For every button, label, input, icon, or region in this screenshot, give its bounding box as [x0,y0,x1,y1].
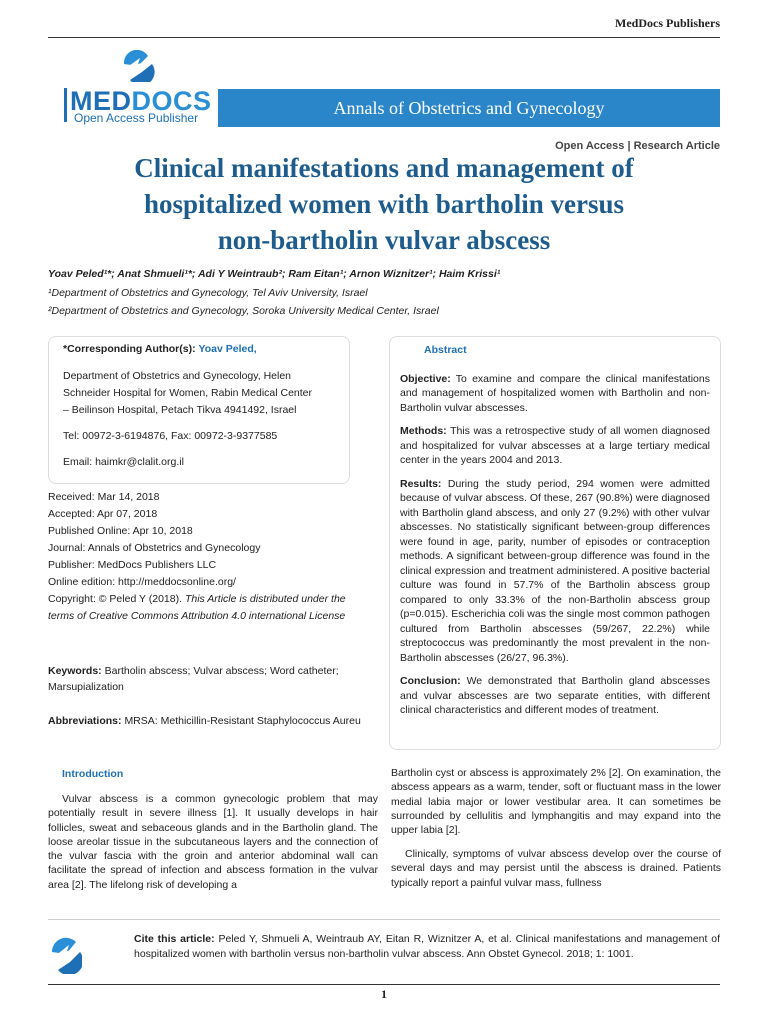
published-date: Published Online: Apr 10, 2018 [48,525,193,537]
publisher-line: Publisher: MedDocs Publishers LLC [48,559,217,571]
corresponding-heading [63,341,339,358]
abstract-objective [400,372,710,416]
abstract-heading: Abstract [424,344,467,356]
journal-name-band: Annals of Obstetrics and Gynecology [218,89,720,127]
accepted-date: Accepted: Apr 07, 2018 [48,508,158,520]
article-title [60,150,708,258]
results-text: During the study period, 294 women were admitted because of vulvar abscess. Of these, 267 (90.8%) were diagnosed with Bartholin gland abscess, and only 27 (9.2%) with other vulvar abscesses. No statistically significant between-group differences were found in age, parity, number of episodes or contraception methods. A significant between-group difference was found in the clinical expression and treatment administered. A positive bacterial culture was found in 57.7% of the Bartholin abscess group compared to only 33.3% of the non-Bartholin abscess group (p=0.015). Escherichia coli was the single most common pathogen cultured from Bartholin abscesses (59/267, 22.2%) while streptococcus was predominantly the most prevalent in the non-Bartholin abscesses (26/27, 96.3%). [400,477,710,664]
address-line: – Beilinson Hospital, Petach Tikva 4941492, Israel [63,404,297,416]
logo-word-docs: DOCS [131,86,212,116]
logo-accent-bar [64,88,67,122]
globe-logo-icon [120,50,156,82]
globe-logo-icon [50,934,82,974]
keywords-text: Bartholin abscess; Vulvar abscess; Word catheter; Marsupialization [48,665,339,693]
citation [134,932,720,962]
online-edition-link[interactable]: Online edition: http://meddocsonline.org/ [48,576,236,588]
author-list: Yoav Peled¹*; Anat Shmueli¹*; Adi Y Weintraub²; Ram Eitan¹; Arnon Wiznitzer¹; Haim Krissi¹ [48,268,501,280]
abstract-methods [400,424,710,468]
received-date: Received: Mar 14, 2018 [48,491,160,503]
intro-paragraph-left: Vulvar abscess is a common gynecologic problem that may potentially result in severe illness [1]. It usually develops in hair follicles, sweat and sebaceous glands and in the Bartholin gland. The loose areolar tissue in the subcutaneous layers and the connection of the vulvar fascia with the groin and anterior abdominal wall can facilitate the spread of infection and abscess formation in the vulvar area [2]. The lifelong risk of developing a [48,793,378,891]
affiliation: ²Department of Obstetrics and Gynecology, Soroka University Medical Center, Israel [48,305,439,317]
corresponding-label: *Corresponding Author(s): [63,343,196,355]
abbreviations [48,713,368,729]
conclusion-label: Conclusion: [400,675,461,687]
intro-paragraph-right-2: Clinically, symptoms of vulvar abscess develop over the course of several days and may persist until the abscess is drained. Patients typically report a painful vulvar mass, fullness [391,848,721,889]
logo-subtitle: Open Access Publisher [74,111,199,125]
address-line: Schneider Hospital for Women, Rabin Medical Center [63,387,313,399]
publisher-header: MedDocs Publishers [615,16,720,30]
methods-label: Methods: [400,425,447,437]
logo-word-med: MED [70,86,132,116]
keywords-label: Keywords: [48,665,102,677]
introduction-heading: Introduction [62,768,124,780]
objective-text: To examine and compare the clinical manifestations and management of hospitalized women with Bartholin and non-Bartholin vulvar abscesses. [400,372,710,414]
footer-rule [48,984,720,985]
journal-line: Journal: Annals of Obstetrics and Gynecology [48,542,261,554]
abstract-conclusion [400,674,710,718]
affiliation: ¹Department of Obstetrics and Gynecology, Tel Aviv University, Israel [48,287,368,299]
header-rule [48,37,720,38]
objective-label: Objective: [400,372,451,385]
email[interactable]: Email: haimkr@clalit.org.il [63,456,184,468]
abstract-box [389,336,721,750]
intro-paragraph-right-1: Bartholin cyst or abscess is approximately 2% [2]. On examination, the abscess appears as a warm, tender, soft or fluctuant mass in the lower medial labia major or lower vestibular area. It can sometimes be surrounded by cellulitis and lymphangitis and may expand into the upper labia [2]. [391,767,721,837]
title-line: hospitalized women with bartholin versus [143,189,625,219]
abbreviations-text: MRSA: Methicillin-Resistant Staphylococcus Aureu [124,715,361,727]
title-line: Clinical manifestations and management of [134,153,634,183]
license-text: This Article is distributed under the terms of Creative Commons Attribution 4.0 international License [48,593,346,622]
phone-fax: Tel: 00972-3-6194876, Fax: 00972-3-9377585 [63,430,278,442]
page-number: 1 [381,987,387,1001]
cite-label: Cite this article: [134,933,215,945]
title-line: non-bartholin vulvar abscess [217,225,551,255]
corresponding-name[interactable]: Yoav Peled, [198,343,257,355]
abbreviations-label: Abbreviations: [48,715,122,727]
meddocs-logo[interactable] [68,50,212,130]
cite-divider [48,919,720,920]
address-line: Department of Obstetrics and Gynecology, Helen [63,370,292,382]
article-type: Open Access | Research Article [555,140,720,152]
copyright [48,591,368,625]
article-metadata [48,489,368,625]
conclusion-text: We demonstrated that Bartholin gland abscesses and vulvar abscesses are two separate entities, with different clinical characteristics and different modes of treatment. [400,675,710,716]
keywords [48,663,368,695]
abstract-results [400,477,710,666]
corresponding-author-box [48,336,350,484]
results-label: Results: [400,477,442,490]
methods-text: This was a retrospective study of all women diagnosed and hospitalized for vulvar abscesses at a large tertiary medical center in the years 2004 and 2013. [400,425,710,466]
copyright-holder: Copyright: © Peled Y (2018). [48,593,183,605]
cite-text: Peled Y, Shmueli A, Weintraub AY, Eitan R, Wiznitzer A, et al. Clinical manifestations and management of hospitalized women with bartholin versus non-bartholin vulvar abscess. Ann Obstet Gynecol. 2018; 1: 1001. [134,933,721,960]
